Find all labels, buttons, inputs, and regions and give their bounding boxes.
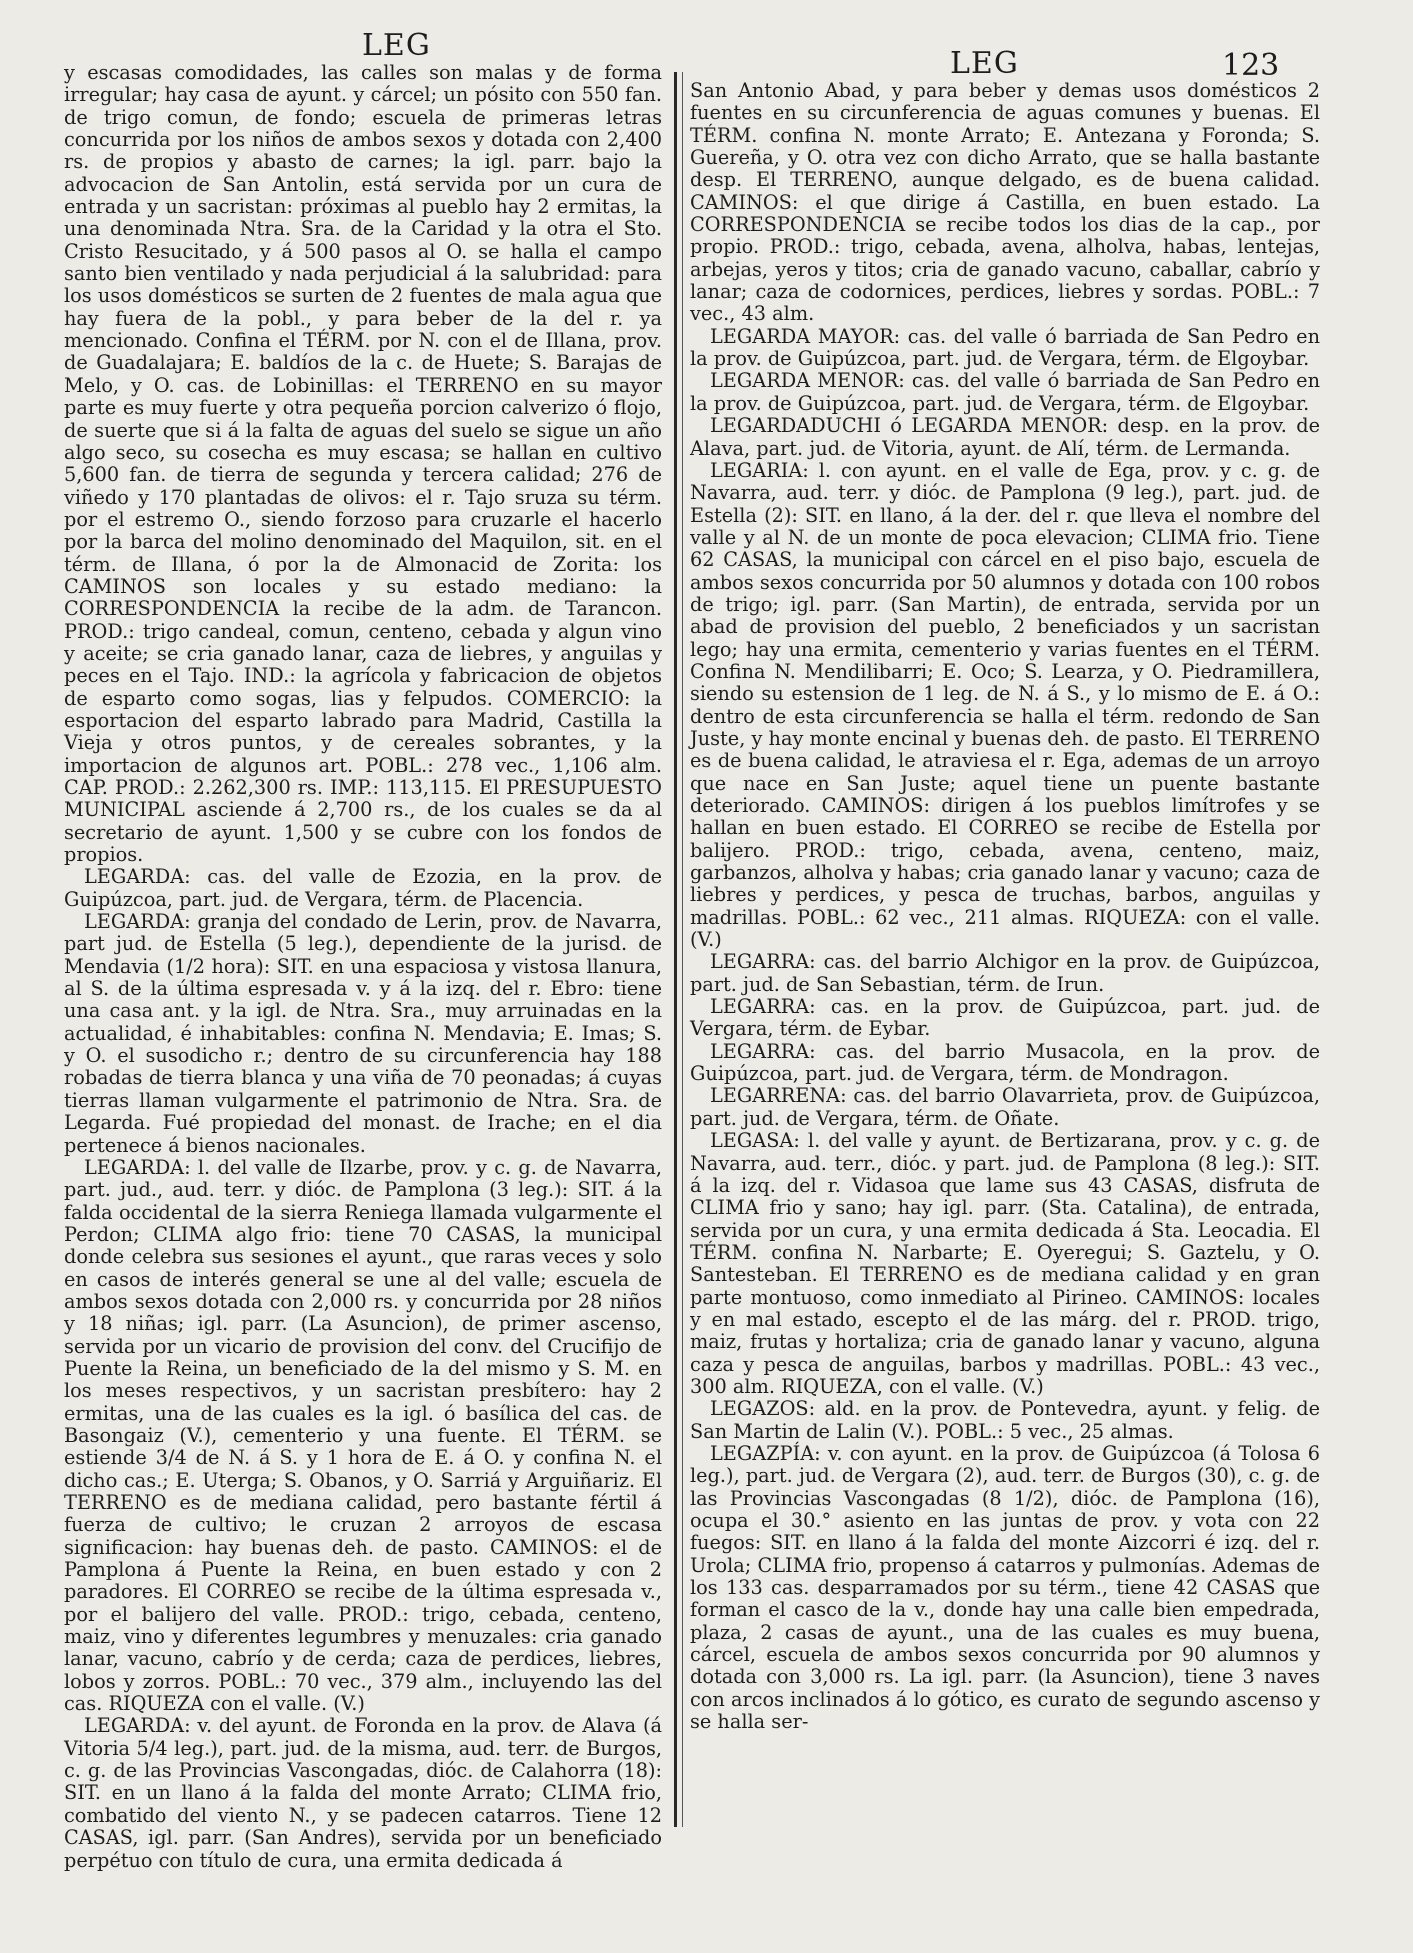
entry-legazos: LEGAZOS: ald. en la prov. de Pontevedra, ayunt. y felig. de San Martin de Lalin (V.). POBL.: 5 vec., 25 almas. <box>690 1397 1320 1443</box>
entry-legarda-granja: LEGARDA: granja del condado de Lerin, prov. de Navarra, part jud. de Estella (5 leg.), dependiente de la jurisd. de Mendavia (1/2 hora): SIT. en una espaciosa y vistosa llanura, al S. de la última espresada v. y á la izq. del r. Ebro: tiene una casa ant. y la igl. de Ntra. Sra., muy arruinadas en la actualidad, é inhabitables: confina N. Mendavia; E. Imas; S. y O. el susodicho r.; dentro de su circunferencia hay 188 robadas de tierra blanca y una viña de 70 peonadas; á cuyas tierras llaman vulgarmente el patrimonio de Ntra. Sra. de Legarda. Fué propiedad del monast. de Irache; en el dia pertenece á bienos nacionales. <box>64 910 662 1157</box>
entry-continuation-right: San Antonio Abad, y para beber y demas usos domésticos 2 fuentes en su circunferencia de aguas comunes y buenas. El TÉRM. confina N. monte Arrato; E. Antezana y Foronda; S. Guereña, y O. otra vez con dicho Arrato, que se halla bastante desp. El TERRENO, aunque delgado, es de buena calidad. CAMINOS: el que dirige á Castilla, en buen estado. La CORRESPONDENCIA se recibe todos los dias de la cap., por propio. PROD.: trigo, cebada, avena, alholva, habas, lentejas, arbejas, yeros y titos; cria de ganado vacuno, caballar, cabrío y lanar; caza de codornices, perdices, liebres y sordas. POBL.: 7 vec., 43 alm. <box>690 79 1320 326</box>
entry-legasa: LEGASA: l. del valle y ayunt. de Bertizarana, prov. y c. g. de Navarra, aud. terr., dióc. y part. jud. de Pamplona (8 leg.): SIT. á la izq. del r. Vidasoa que lame sus 43 CASAS, disfruta de CLIMA frio y sano; hay igl. parr. (Sta. Catalina), de entrada, servida por un cura, y una ermita dedicada á Sta. Leocadia. El TÉRM. confina N. Narbarte; E. Oyeregui; S. Gaztelu, y O. Santesteban. El TERRENO es de mediana calidad y en gran parte montuoso, como inmediato al Pirineo. CAMINOS: locales y en mal estado, escepto el de las márg. del r. PROD. trigo, maiz, frutas y hortaliza; cria de ganado lanar y vacuno, alguna caza y pesca de anguilas, barbos y madrillas. POBL.: 43 vec., 300 alm. RIQUEZA, con el valle. (V.) <box>690 1129 1320 1398</box>
entry-legarra-eybar: LEGARRA: cas. en la prov. de Guipúzcoa, part. jud. de Vergara, térm. de Eybar. <box>690 995 1320 1041</box>
page-number: 123 <box>1222 48 1280 83</box>
entry-legarda-foronda: LEGARDA: v. del ayunt. de Foronda en la prov. de Alava (á Vitoria 5/4 leg.), part. jud. de la misma, aud. terr. de Burgos, c. g. de las Provincias Vascongadas, dióc. de Calahorra (18): SIT. en un llano á la falda del monte Arrato; CLIMA frio, combatido del viento N., y se padecen catarros. Tiene 12 CASAS, igl. parr. (San Andres), servida por un beneficiado perpétuo con título de cura, una ermita dedicada á <box>64 1714 662 1872</box>
entry-legarda-ilzarbe: LEGARDA: l. del valle de Ilzarbe, prov. y c. g. de Navarra, part. jud., aud. terr. y dióc. de Pamplona (3 leg.): SIT. á la falda occidental de la sierra Reniega llamada vulgarmente el Perdon; CLIMA algo frio: tiene 70 CASAS, la municipal donde celebra sus sesiones el ayunt., que raras veces y solo en casos de interés general se une al del valle; escuela de ambos sexos dotada con 2,000 rs. y concurrida por 28 niños y 18 niñas; igl. parr. (La Asuncion), de primer ascenso, servida por un vicario de provision del conv. del Crucifijo de Puente la Reina, un beneficiado de la del mismo y S. M. en los meses respectivos, y un sacristan presbítero: hay 2 ermitas, una de las cuales es la igl. ó basílica del cas. de Basongaiz (V.), cementerio y una fuente. El TÉRM. se estiende 3/4 de N. á S. y 1 hora de E. á O. y confina N. el dicho cas.; E. Uterga; S. Obanos, y O. Sarriá y Arguiñariz. El TERRENO es de mediana calidad, pero bastante fértil á fuerza de cultivo; le cruzan 2 arroyos de escasa significacion: hay buenas deh. de pasto. CAMINOS: el de Pamplona á Puente la Reina, en buen estado y con 2 paradores. El CORREO se recibe de la última espresada v., por el balijero del valle. PROD.: trigo, cebada, centeno, maiz, vino y diferentes legumbres y menuzales: cria ganado lanar, vacuno, cabrío y de cerda; caza de perdices, liebres, lobos y zorros. POBL.: 70 vec., 379 alm., incluyendo las del cas. RIQUEZA con el valle. (V.) <box>64 1155 662 1716</box>
entry-legaria: LEGARIA: l. con ayunt. en el valle de Ega, prov. y c. g. de Navarra, aud. terr. y dióc. de Pamplona (9 leg.), part. jud. de Estella (2): SIT. en llano, á la der. del r. que lleva el nombre del valle y al N. de un monte de poca elevacion; CLIMA frio. Tiene 62 CASAS, la municipal con cárcel en el piso bajo, escuela de ambos sexos concurrida por 50 alumnos y dotada con 100 robos de trigo; igl. parr. (San Martin), de entrada, servida por un abad de provision del pueblo, 2 beneficiados y un sacristan lego; hay una ermita, cementerio y varias fuentes en el TÉRM. Confina N. Mendilibarri; E. Oco; S. Learza, y O. Piedramillera, siendo su estension de 1 leg. de N. á S., y lo mismo de E. á O.: dentro de esta circunferencia se halla el térm. redondo de San Juste, y hay monte encinal y buenas deh. de pasto. El TERRENO es de buena calidad, le atraviesa el r. Ega, ademas de un arroyo que nace en San Juste; aquel tiene un puente bastante deteriorado. CAMINOS: dirigen á los pueblos limítrofes y se hallan en buen estado. El CORREO se recibe de Estella por balijero. PROD.: trigo, cebada, avena, centeno, maiz, garbanzos, alholva y habas; cria ganado lanar y vacuno; caza de liebres y perdices, y pesca de truchas, barbos, anguilas y madrillas. POBL.: 62 vec., 211 almas. RIQUEZA: con el valle. (V.) <box>690 458 1320 952</box>
column-divider-thin <box>682 72 683 1827</box>
left-column <box>64 62 662 1872</box>
right-column <box>690 80 1320 1733</box>
entry-legarra-alchigor: LEGARRA: cas. del barrio Alchigor en la prov. de Guipúzcoa, part. jud. de San Sebastian, térm. de Irun. <box>690 950 1320 996</box>
entry-legarda-ezozia: LEGARDA: cas. del valle de Ezozia, en la prov. de Guipúzcoa, part. jud. de Vergara, térm. de Placencia. <box>64 865 662 911</box>
entry-legarda-menor: LEGARDA MENOR: cas. del valle ó barriada de San Pedro en la prov. de Guipúzcoa, part. jud. de Vergara, térm. de Elgoybar. <box>690 369 1320 415</box>
entry-continuation: y escasas comodidades, las calles son malas y de forma irregular; hay casa de ayunt. y cárcel; un pósito con 550 fan. de trigo comun, de fondo; escuela de primeras letras concurrida por los niños de ambos sexos y dotada con 2,400 rs. de propios y abasto de carnes; la igl. parr. bajo la advocacion de San Antolin, está servida por un cura de entrada y un sacristan: próximas al pueblo hay 2 ermitas, la una denominada Ntra. Sra. de la Caridad y la otra el Sto. Cristo Resucitado, y á 500 pasos al O. se halla el campo santo bien ventilado y nada perjudicial á la salubridad: para los usos domésticos se surten de 2 fuentes de mala agua que hay fuera de la pobl., y para beber de la del r. ya mencionado. Confina el TÉRM. por N. con el de Illana, prov. de Guadalajara; E. baldíos de la c. de Huete; S. Barajas de Melo, y O. cas. de Lobinillas: el TERRENO en su mayor parte es muy fuerte y otra pequeña porcion calverizo ó flojo, de suerte que si á la falta de aguas del suelo se sigue un año algo seco, su cosecha es muy escasa; se hallan en cultivo 5,600 fan. de tierra de segunda y tercera calidad; 276 de viñedo y 170 plantadas de olivos: el r. Tajo sruza su térm. por el estremo O., siendo forzoso para cruzarle el hacerlo por la barca del molino denominado del Maquilon, sit. en el térm. de Illana, ó por la de Almonacid de Zorita: los CAMINOS son locales y su estado mediano: la CORRESPONDENCIA la recibe de la adm. de Tarancon. PROD.: trigo candeal, comun, centeno, cebada y algun vino y aceite; se cria ganado lanar, caza de liebres, y anguilas y peces en el Tajo. IND.: la agrícola y fabricacion de objetos de esparto como sogas, lias y felpudos. COMERCIO: la esportacion del esparto labrado para Madrid, Castilla la Vieja y otros puntos, y de cereales sobrantes, y la importacion de algunos art. POBL.: 278 vec., 1,106 alm. CAP. PROD.: 2.262,300 rs. IMP.: 113,115. El PRESUPUESTO MUNICIPAL asciende á 2,700 rs., de los cuales se da al secretario de ayunt. 1,500 y se cubre con los fondos de propios. <box>64 61 662 867</box>
entry-legazpia: LEGAZPÍA: v. con ayunt. en la prov. de Guipúzcoa (á Tolosa 6 leg.), part. jud. de Vergara (2), aud. terr. de Burgos (30), c. g. de las Provincias Vascongadas (8 1/2), dióc. de Pamplona (16), ocupa el 30.° asiento en las juntas de prov. y vota con 22 fuegos: SIT. en llano á la falda del monte Aizcorri é izq. del r. Urola; CLIMA frio, propenso á catarros y pulmonías. Ademas de los 133 cas. desparramados por su térm., tiene 42 CASAS que forman el casco de la v., donde hay una calle bien empedrada, plaza, 2 casas de ayunt., una de las cuales es muy buena, cárcel, escuela de ambos sexos concurrida por 90 alumnos y dotada con 3,000 rs. La igl. parr. (la Asuncion), tiene 3 naves con arcos inclinados á lo gótico, es curato de segundo ascenso y se halla ser- <box>690 1441 1320 1734</box>
column-divider <box>674 72 677 1827</box>
entry-legarda-mayor: LEGARDA MAYOR: cas. del valle ó barriada de San Pedro en la prov. de Guipúzcoa, part. jud. de Vergara, térm. de Elgoybar. <box>690 324 1320 371</box>
entry-legarra-musacola: LEGARRA: cas. del barrio Musacola, en la prov. de Guipúzcoa, part. jud. de Vergara, térm. de Mondragon. <box>690 1039 1320 1086</box>
right-running-head: LEG <box>950 46 1019 81</box>
left-running-head: LEG <box>362 28 431 63</box>
entry-legardaduchi: LEGARDADUCHI ó LEGARDA MENOR: desp. en la prov. de Alava, part. jud. de Vitoria, ayunt. de Alí, térm. de Lermanda. <box>690 414 1320 460</box>
entry-legarrena: LEGARRENA: cas. del barrio Olavarrieta, prov. de Guipúzcoa, part. jud. de Vergara, térm. de Oñate. <box>690 1084 1320 1130</box>
